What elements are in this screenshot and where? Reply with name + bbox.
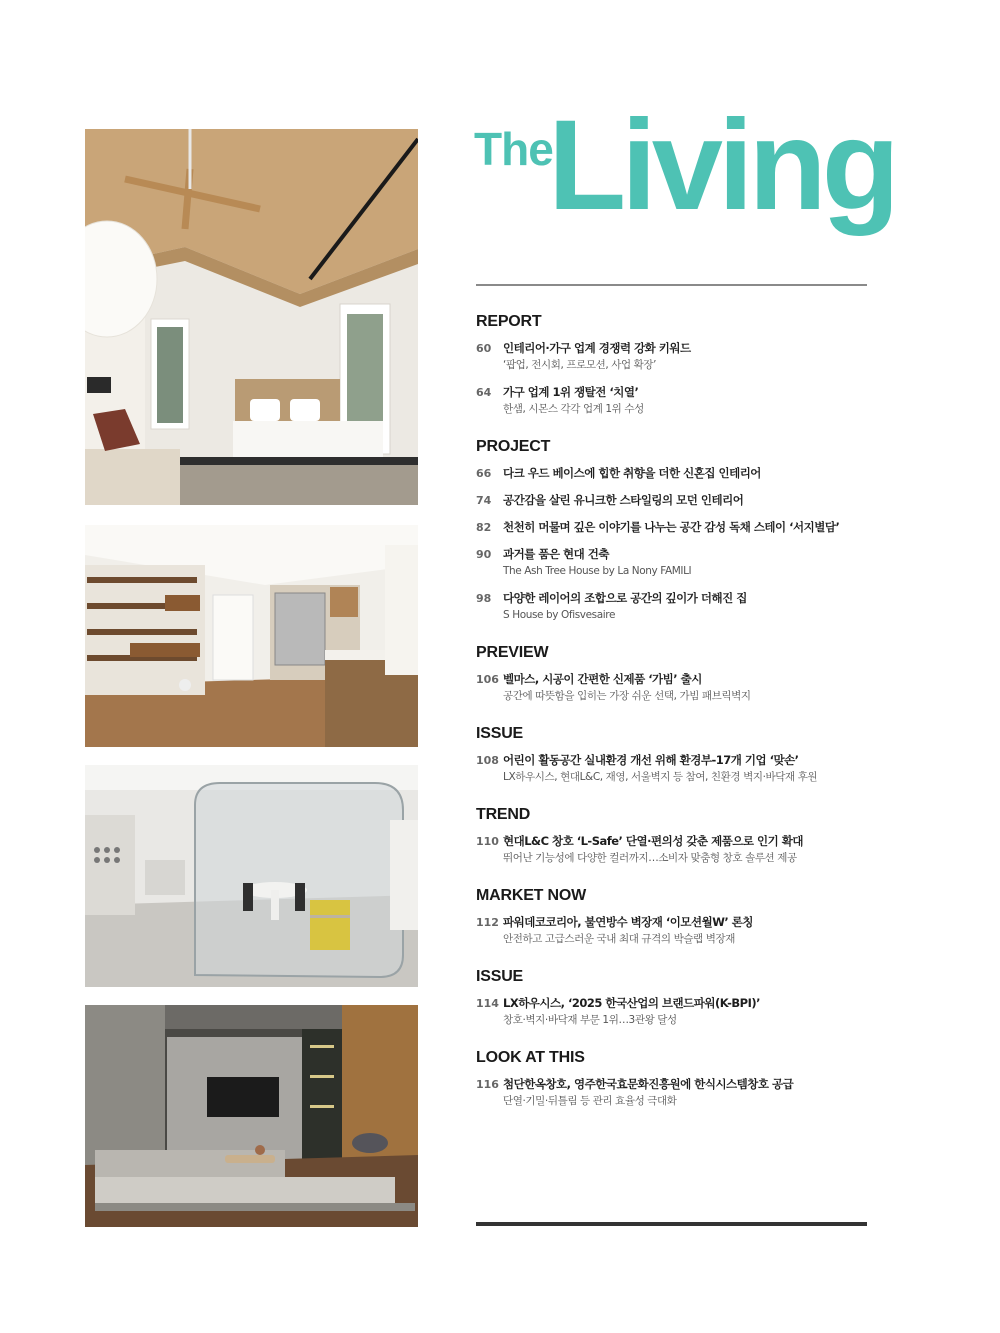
toc-entry[interactable] xyxy=(476,1076,876,1110)
entry-title: 첨단한옥창호, 영주한국효문화진흥원에 한식시스템창호 공급 xyxy=(503,1077,794,1091)
section-title: LOOK AT THIS xyxy=(476,1049,585,1066)
entry-title: 다크 우드 베이스에 힙한 취향을 더한 신혼집 인테리어 xyxy=(503,466,761,480)
photo-living-room xyxy=(85,1005,418,1227)
entry-title: 과거를 품은 현대 건축 xyxy=(503,547,609,561)
entry-subtitle: 안전하고 고급스러운 국내 최대 규격의 박슬랩 벽장재 xyxy=(503,933,735,945)
toc-entry[interactable] xyxy=(476,465,876,482)
photo-glass-dining xyxy=(85,765,418,987)
section-title: MARKET NOW xyxy=(476,887,586,904)
toc-entry[interactable] xyxy=(476,340,876,374)
toc-entry[interactable] xyxy=(476,519,876,536)
toc-entry[interactable] xyxy=(476,833,876,867)
entry-title: LX하우시스, ‘2025 한국산업의 브랜드파워(K-BPI)’ xyxy=(503,996,761,1010)
toc-entry[interactable] xyxy=(476,546,876,580)
page-number: 90 xyxy=(476,548,492,561)
entry-title: 가구 업계 1위 쟁탈전 ‘치열’ xyxy=(503,385,639,399)
photo-bedroom xyxy=(85,129,418,505)
entry-title: 벨마스, 시공이 간편한 신제품 ‘가빔’ 출시 xyxy=(503,672,702,686)
table-of-contents xyxy=(476,312,876,1129)
entry-subtitle: 창호·벽지·바닥재 부문 1위…3관왕 달성 xyxy=(503,1014,677,1026)
entry-subtitle: LX하우시스, 현대L&C, 재영, 서울벽지 등 참여, 친환경 벽지·바닥재 후원 xyxy=(503,771,818,783)
entry-title: 어린이 활동공간 실내환경 개선 위해 환경부-17개 기업 ‘맞손’ xyxy=(503,753,799,767)
entry-subtitle: S House by Ofisvesaire xyxy=(503,609,616,621)
toc-section-issue xyxy=(476,724,876,786)
page-number: 82 xyxy=(476,521,492,534)
toc-section-look-at-this xyxy=(476,1048,876,1110)
entry-title: 다양한 레이어의 조합으로 공간의 깊이가 더해진 집 xyxy=(503,591,747,605)
entry-subtitle: 뛰어난 기능성에 다양한 컬러까지…소비자 맞춤형 창호 솔루션 제공 xyxy=(503,852,797,864)
toc-section-issue-2 xyxy=(476,967,876,1029)
section-title: PROJECT xyxy=(476,438,551,455)
section-title: PREVIEW xyxy=(476,644,549,661)
entry-subtitle: 단열·기밀·뒤틀림 등 관리 효율성 극대화 xyxy=(503,1095,677,1107)
toc-section-market-now xyxy=(476,886,876,948)
page-number: 110 xyxy=(476,835,499,848)
toc-section-trend xyxy=(476,805,876,867)
masthead-living: Living xyxy=(548,94,895,237)
toc-section-project xyxy=(476,437,876,624)
entry-subtitle: ‘팝업, 전시회, 프로모션, 사업 확장’ xyxy=(503,359,657,371)
page-number: 114 xyxy=(476,997,499,1010)
section-title: REPORT xyxy=(476,313,542,330)
toc-entry[interactable] xyxy=(476,384,876,418)
entry-title: 인테리어·가구 업계 경쟁력 강화 키워드 xyxy=(503,341,691,355)
toc-entry[interactable] xyxy=(476,914,876,948)
toc-section-preview xyxy=(476,643,876,705)
masthead-the: The xyxy=(474,123,553,175)
masthead xyxy=(470,94,895,248)
page-number: 60 xyxy=(476,342,492,355)
toc-entry[interactable] xyxy=(476,492,876,509)
page-number: 66 xyxy=(476,467,492,480)
section-title: ISSUE xyxy=(476,725,524,742)
page-number: 98 xyxy=(476,592,492,605)
toc-entry[interactable] xyxy=(476,752,876,786)
page-number: 116 xyxy=(476,1078,499,1091)
section-title: TREND xyxy=(476,806,531,823)
entry-title: 파워데코코리아, 불연방수 벽장재 ‘이모션월W’ 론칭 xyxy=(503,915,753,929)
entry-title: 천천히 머물며 깊은 이야기를 나누는 공간 감성 독채 스테이 ‘서지별담’ xyxy=(503,520,840,534)
page-number: 112 xyxy=(476,916,499,929)
entry-title: 공간감을 살린 유니크한 스타일링의 모던 인테리어 xyxy=(503,493,744,507)
toc-entry[interactable] xyxy=(476,995,876,1029)
page-number: 106 xyxy=(476,673,499,686)
bottom-rule xyxy=(476,1222,867,1226)
toc-section-report xyxy=(476,312,876,418)
entry-subtitle: The Ash Tree House by La Nony FAMILI xyxy=(503,565,692,577)
entry-title: 현대L&C 창호 ‘L-Safe’ 단열·편의성 갖춘 제품으로 인기 확대 xyxy=(503,834,803,848)
top-rule xyxy=(476,284,867,286)
entry-subtitle: 공간에 따뜻함을 입히는 가장 쉬운 선택, 가빔 패브릭벽지 xyxy=(503,690,751,702)
page-number: 64 xyxy=(476,386,492,399)
photo-shelving-room xyxy=(85,525,418,747)
section-title: ISSUE xyxy=(476,968,524,985)
toc-entry[interactable] xyxy=(476,671,876,705)
page-number: 108 xyxy=(476,754,499,767)
entry-subtitle: 한샘, 시몬스 각각 업계 1위 수성 xyxy=(503,403,644,415)
toc-entry[interactable] xyxy=(476,590,876,624)
page-number: 74 xyxy=(476,494,492,507)
